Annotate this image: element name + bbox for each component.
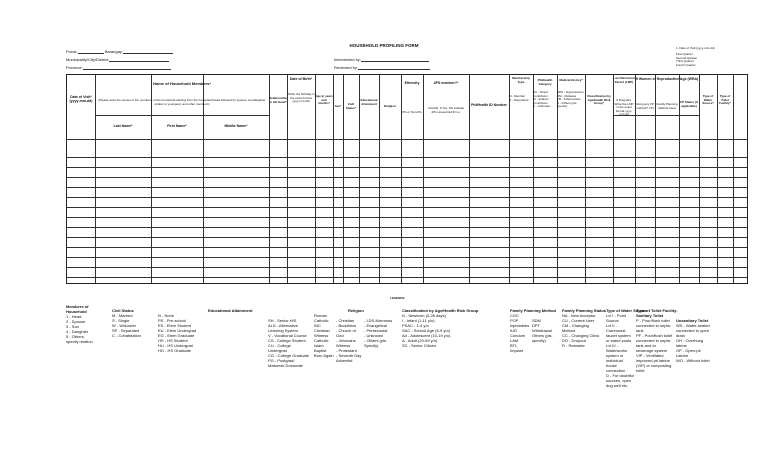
legend-item: HS - HS Student [158,338,188,343]
col-fp-status: FP Status (if applicable) [680,101,698,108]
reviewed-by-label: Reviewed by: [334,65,359,70]
legend-education [158,308,253,353]
legend-item: NA - New Acceptor [562,313,596,318]
legend-item: CC - Changing Clinic [562,333,600,338]
legend-religion-2 [336,318,364,363]
legend-item: A - Adult (20-59 y/o) [402,338,438,343]
col-age: Age in years and months* [315,95,333,106]
quarter-list: First Quarter Second Quarter Third Quarter Fourth Quarter [676,52,698,67]
legend-item: - Others (pls. Specify) [364,338,388,348]
legend-members [66,304,96,344]
legend-item: - Church of God [336,328,356,338]
legend-item: - Seventh Day Adventist [336,353,362,363]
legend-item: PS - Pre-school [158,318,187,323]
legend-water [606,308,647,388]
name-instructions: (Please write the names of the members of the household starting from the household head followed by spouse, son/daughter (eldest to youngest), and other members) [98,99,266,106]
interviewed-by-label: Interviewed by: [334,57,361,62]
philhealth-cat-sub: DC - Direct Contributor IC - Indirect Contributor U - Unknown [533,91,551,109]
col-water-source: Type of Water Source* [702,95,714,106]
medical-sub: HPN - Hypertension DM - Diabetes TB - Tuberculosis S - Others (pls. specify) [557,91,584,109]
legend-item: ES - Elem Student [158,323,191,328]
legend-unsanitary-title: Unsanitary Toilet [676,318,709,323]
membership-sub: M - Member D - Dependent [509,95,529,102]
legend-item: Catholic [314,338,329,343]
legend-item: OH - Overhung latrine [676,338,704,348]
legend-item: Christian Witness [314,328,330,338]
legend-item: CG - College Graduate [268,353,309,358]
legend-item: Implant [510,348,524,353]
legend-item: DPT [532,323,540,328]
col-ethnicity: Ethnicity [404,81,420,85]
legend-item: SC - Senior Citizen [402,343,437,348]
legend-item: 1 - Head [66,314,82,319]
reviewed-by-field[interactable] [334,65,430,70]
legend-item: Ad - Adolescent (10-19 y/o) [402,333,451,338]
legend-item: N - Newborn (0-28 days) [402,313,446,318]
legend-item: - Evangelical [364,323,387,328]
barangay-label: Barangay: [104,49,123,54]
legend-item: - LDS-Mormons [364,318,393,323]
legend-family-planning-2 [532,318,560,343]
legend-item: SP - Separated [112,328,140,333]
legend-item: 2 - Spouse [66,319,86,324]
legend-item: CU - Current User [562,318,595,323]
col-philhealth-category: PhilHealth Category [537,79,553,86]
legend-item: 4 - Daughter [66,329,89,334]
legend-item: Lvl II - Communal faucet system or stand posts [606,323,632,343]
legend-item: EG - Elem Graduate [158,333,195,338]
col-date-of-birth: Date of Birth* [289,77,313,81]
legend-item: C - Cohabitation [112,333,141,338]
legend-item: HU - HS Undergrad [158,343,193,348]
legend-item: Withdrawal [532,328,552,333]
legend-fp-status [562,308,607,348]
legend-item: ALS - Alternative Learning System [268,323,299,333]
legend-item: - Jehovahs Witness [336,338,356,348]
legend-item: Lvl I - Point Source [606,313,627,323]
household-members-table [66,74,748,284]
legend-item: 3 - Son [66,324,79,329]
legend-item: WS - Water-sealed connected to open drain [676,323,710,338]
legend-item: VIP - Ventilated improved pit latrine (VIP) or composting toilet [636,353,672,373]
legend-item: POP [510,318,519,323]
fourps-sub: Yes/NO. If Yes, Pls indicate 4Ps Household ID no. [427,107,465,114]
col-4ps-member: 4PS member?* [433,81,459,85]
col-wra: If Women of Reproductive Age (WRA) [635,77,699,81]
legend-item: HG - HS Graduate [158,348,191,353]
legend-members-title: Members of Household [66,304,89,314]
municipality-label: Municipality/City/District: [66,57,110,62]
col-wra-using-fp: Using any FP method? Y/N [635,103,654,110]
legend-item: IUD [510,328,517,333]
legend-item: W - Widow/er [112,323,136,328]
legend-item: R - Restarter [562,343,585,348]
legends-title: LEGENDS [390,296,405,300]
legend-toilet [636,308,678,373]
legend-item: I - Infant (1-11 y/o) [402,318,435,323]
legend-item: Lvl III - Waterworks system or individual house connection [606,343,627,373]
legend-item: SDM [532,318,541,323]
legend-item: 5 - Others, specify relation [66,334,93,344]
legend-education-title: Educational Attainment [208,308,253,313]
visit-date-label: 1. Date of Visit (yyyy-mm-dd) [676,46,715,50]
ethnicity-sub: IPs or Non-IPs [402,111,422,114]
legend-item: V - Vocational Course [268,333,307,338]
legend-toilet-title: Type of Toilet Facility: [636,308,678,313]
legend-item: - Buddhism [336,323,357,328]
legend-religion: Religion Roman Catholic INC Christian Witness Catholic Islam Baptist Born Again [314,308,364,358]
legend-item: Born Again [314,353,334,358]
col-toilet: Type of Toilet Facility* [719,95,731,106]
col-last-name: Last Name* [113,124,133,128]
legend-item: Baptist [314,348,327,353]
form-title: HOUSEHOLD PROFILING FORM [349,43,419,48]
purok-label: Purok: [66,49,78,54]
legend-item: CS - College Student [268,338,306,343]
legend-religion-3 [364,318,400,348]
col-philhealth-id: PhilHealth ID Number [471,103,507,107]
legend-item: M - Married [112,313,133,318]
col-wra-family: Family Planning Method used [656,103,678,110]
legend-item: DO - Dropout [562,338,586,343]
col-civil-status: Civil Status* [345,103,357,110]
dob-note: (Write the birthday in the exact format yyyy-mm-dd) [287,93,315,104]
legend-item: LAM [510,338,519,343]
col-relationship: Relationship to HH Head* [269,97,287,104]
legend-item: S - Single [112,318,130,323]
legend-item: CM - Changing Method [562,323,589,333]
legend-item: Roman Catholic [314,313,329,323]
legend-classification-title: Classification by Age/Health Risk Group [402,308,479,313]
municipality-field[interactable] [66,57,169,62]
legend-water-title: Type of Water Source [606,308,647,313]
legend-item: Others (pls. specify) [532,333,553,343]
legend-item: Injectables [510,323,530,328]
legend-item: P - Pour/flush toilet connected to septic tank [636,318,671,333]
legend-item: COC [510,313,519,318]
legend-education-2 [268,318,310,368]
col-educational: Educational Attainment [360,99,378,106]
legend-item: INC [314,323,321,328]
legend-toilet-unsanitary [676,318,710,363]
legend-civil-status [112,308,152,338]
col-first-name: First Name* [167,124,187,128]
legend-item: CU - College Undergrad [268,343,291,353]
legend-item: SAC - School Age (5-9 y/o) [402,328,451,333]
legend-item: PF - Pour/flush toilet connected to septic tank and to sewerage system [636,333,673,353]
col-last-menstrual: Last Menstrual Period (LMP) [613,77,635,84]
legend-item: SH - Senior H/S [268,318,297,323]
col-middle-name: Middle Name* [224,124,248,128]
col-religion: Religion [384,105,396,108]
legend-civil-title: Civil Status [112,308,134,313]
legend-sanitary-title: Sanitary Toilet [636,313,664,318]
col-membership-type: Membership Type [512,77,530,84]
legend-item: Condom [510,333,526,338]
legend-item: N - None [158,313,175,318]
col-sex: Sex* [334,105,342,108]
legend-item: - Christian [336,318,355,323]
legend-fp-status-title: Family Planning Status [562,308,607,313]
legend-item: OP - Open-pit Latrine [676,348,701,358]
province-field[interactable] [66,65,171,70]
interviewed-by-field[interactable] [334,57,429,62]
legend-item: - Unknown [364,333,384,338]
legend-item: Islam [314,343,324,348]
lmp-sub: If Pregnant, Write the LMP in the exact format yyyy-mm-dd [614,99,634,117]
purok-field[interactable] [66,49,173,54]
col-classification: Classification by Age/Health Risk Group* [587,95,611,106]
legend-item: PSAC - 1-4 y/o [402,323,429,328]
legend-item: D - For doubtful sources, open dug well etc. [606,373,634,388]
legend-item: WO - Without toilet [676,358,710,363]
legend-item: - Protestant [336,348,357,353]
legend-classification [402,308,506,348]
legend-item: PG - Postgrad/ Masteral/ Doctorate [268,358,303,368]
legend-item: - Pentecostal [364,328,388,333]
col-date-of-visit: Date of Visit* (yyyy-mm-dd) [69,95,93,104]
legend-item: BTL [510,343,518,348]
col-name-of-members: Name of Household Members* [153,81,211,86]
province-label: Province: [66,65,83,70]
col-medical-history: Medical History* [559,79,583,82]
legend-item: EU - Elem Undergrad [158,328,197,333]
legend-fp-title: Family Planning Method [510,308,557,313]
